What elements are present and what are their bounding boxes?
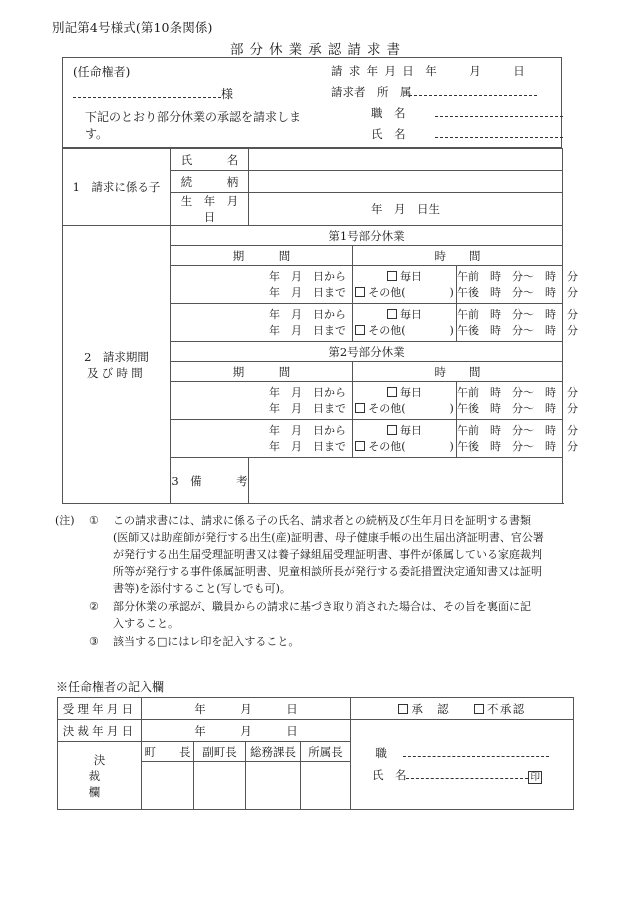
table-row	[63, 149, 563, 171]
appointer-table	[57, 697, 574, 810]
approval-choice[interactable]	[351, 698, 574, 720]
signature-position-label: 職	[375, 745, 387, 760]
name-label: 氏 名	[371, 127, 406, 141]
g2e1-period[interactable]	[171, 382, 353, 420]
g1e1-daily: 毎日	[400, 269, 422, 283]
notes-mark: (注)	[55, 514, 75, 527]
approve-label: 承 認	[411, 701, 450, 716]
g2e1-from: 年 月 日から	[269, 385, 346, 399]
g1e1-checks[interactable]	[353, 266, 457, 304]
table-row	[58, 698, 574, 720]
g1e2-time[interactable]	[457, 304, 578, 342]
note-number: ②	[89, 600, 99, 614]
checkbox-icon[interactable]	[355, 441, 365, 451]
position-line	[435, 106, 563, 117]
approver-col-1: 副町長	[194, 742, 246, 762]
g1e2-checks[interactable]	[353, 304, 457, 342]
group2-period-header: 期 間	[171, 362, 353, 382]
header-box	[62, 57, 562, 148]
g2e1-checks[interactable]	[353, 382, 457, 420]
signature-block[interactable]	[351, 720, 574, 810]
child-birthdate-value[interactable]: 年 月 日生	[249, 193, 563, 226]
g1e1-time[interactable]	[457, 266, 578, 304]
table-row	[58, 720, 574, 742]
g1e2-to: 年 月 日まで	[269, 323, 346, 337]
main-form-table	[62, 148, 578, 504]
appointer-label: (任命権者)	[73, 65, 131, 79]
note-number: ①	[89, 514, 99, 527]
note-item	[55, 633, 590, 650]
request-date-month: 月	[469, 64, 481, 78]
note-line: 所等が発行する事件係属証明書、児童相談所長が発行する委託措置決定通知書又は証明	[113, 565, 542, 579]
group1-time-header: 時 間	[353, 246, 563, 266]
g2e2-daily: 毎日	[400, 423, 422, 437]
note-line: この請求書には、請求に係る子の氏名、請求者との続柄及び生年月日を証明する書類	[113, 514, 531, 527]
header-left	[73, 63, 323, 142]
approver-stamp-2[interactable]	[246, 762, 301, 810]
approver-col-3: 所属長	[301, 742, 351, 762]
request-date-label: 請求年月日	[331, 64, 421, 78]
section1-label: 1 請求に係る子	[63, 149, 171, 226]
g1e1-period[interactable]	[171, 266, 353, 304]
signature-position-row	[351, 743, 573, 765]
child-name-value[interactable]	[249, 149, 563, 171]
signature-name-line	[406, 768, 528, 779]
child-relation-label: 続 柄	[171, 171, 249, 193]
checkbox-icon[interactable]	[387, 309, 397, 319]
g2e2-from: 年 月 日から	[269, 423, 346, 437]
checkbox-icon[interactable]	[474, 704, 484, 714]
approver-col-0: 町 長	[142, 742, 194, 762]
child-name-label: 氏 名	[171, 149, 249, 171]
g2e2-period[interactable]	[171, 420, 353, 458]
disapprove-label: 不承認	[487, 701, 526, 716]
page-title: 部分休業承認請求書	[229, 42, 407, 58]
group1-title: 第1号部分休業	[171, 226, 563, 246]
g1e2-from: 年 月 日から	[269, 307, 346, 321]
request-date-row	[331, 63, 563, 84]
signature-name-label: 氏 名	[371, 767, 407, 782]
g1e1-pm: 午後 時 分～ 時 分	[457, 285, 578, 299]
section3-value[interactable]	[249, 458, 563, 504]
signature-name-row	[351, 765, 573, 787]
child-birthdate-label: 生 年 月 日	[171, 193, 249, 226]
g1e2-am: 午前 時 分～ 時 分	[457, 307, 578, 321]
appointer-section-title: ※任命権者の記入欄	[56, 680, 165, 694]
checkbox-icon[interactable]	[387, 425, 397, 435]
g1e2-period[interactable]	[171, 304, 353, 342]
note-line: 入すること。	[113, 617, 179, 631]
g1e1-other: その他( )	[368, 285, 454, 299]
affiliation-line	[409, 85, 537, 96]
decision-date-label: 決裁年月日	[58, 720, 142, 742]
g2e1-am: 午前 時 分～ 時 分	[457, 385, 578, 399]
seal-icon: 印	[530, 771, 540, 783]
note-number: ③	[89, 635, 99, 649]
g2e2-pm: 午後 時 分～ 時 分	[457, 439, 578, 453]
checkbox-icon[interactable]	[355, 287, 365, 297]
note-line: 部分休業の承認が、職員からの請求に基づき取り消された場合は、その旨を裏面に記	[113, 600, 531, 614]
request-sentence: 下記のとおり部分休業の承認を請求します。	[85, 110, 302, 141]
position-field[interactable]	[435, 106, 563, 120]
affiliation-field[interactable]	[409, 85, 563, 99]
g1e1-to: 年 月 日まで	[269, 285, 346, 299]
note-line: 書等)を添付すること(写しでも可)。	[113, 582, 291, 596]
section2-label-line2: 及び時間	[87, 365, 146, 380]
section2-label-line1: 2 請求期間	[84, 349, 149, 364]
approver-stamp-1[interactable]	[194, 762, 246, 810]
g2e1-daily: 毎日	[400, 385, 422, 399]
requester-name-row	[331, 126, 563, 147]
receipt-date-label: 受理年月日	[58, 698, 142, 720]
g2e2-to: 年 月 日まで	[269, 439, 346, 453]
note-line: 該当する□にはレ印を記入すること。	[113, 635, 300, 649]
signature-position-line	[403, 746, 549, 757]
approver-stamp-3[interactable]	[301, 762, 351, 810]
requester-position-row	[331, 105, 563, 126]
request-date-day: 日	[513, 64, 525, 78]
notes-block	[55, 512, 590, 650]
checkbox-icon[interactable]	[398, 704, 408, 714]
header-right	[331, 63, 563, 147]
g1e1-from: 年 月 日から	[269, 269, 346, 283]
group2-title: 第2号部分休業	[171, 342, 563, 362]
g2e2-checks[interactable]	[353, 420, 457, 458]
appointer-name-line	[73, 86, 221, 98]
name-line	[435, 127, 563, 138]
approver-col-2: 総務課長	[246, 742, 301, 762]
decision-column-label: 決 裁 欄	[58, 742, 142, 810]
g2e2-other: その他( )	[368, 439, 454, 453]
note-item	[55, 512, 590, 529]
g2e1-pm: 午後 時 分～ 時 分	[457, 401, 578, 415]
g2e1-to: 年 月 日まで	[269, 401, 346, 415]
appointer-name-field[interactable]	[73, 85, 323, 102]
requester-affiliation-row	[331, 84, 563, 105]
requester-label: 請求者 所 属	[331, 85, 412, 99]
g1e2-daily: 毎日	[400, 307, 422, 321]
note-line: が発行する出生届受理証明書又は養子縁組届受理証明書、事件が係属している家庭裁判	[113, 548, 542, 562]
position-label: 職 名	[371, 106, 406, 120]
child-relation-value[interactable]	[249, 171, 563, 193]
note-line: (医師又は助産師が発行する出生(産)証明書、母子健康手帳の出生届出済証明書、官公署	[113, 531, 544, 545]
g2e2-time[interactable]	[457, 420, 578, 458]
section3-label: 3 備 考	[171, 458, 249, 504]
g2e2-am: 午前 時 分～ 時 分	[457, 423, 578, 437]
request-date-year: 年	[425, 64, 437, 78]
name-field[interactable]	[435, 127, 563, 141]
g2e1-other: その他( )	[368, 401, 454, 415]
request-date-value[interactable]	[409, 63, 563, 79]
table-row	[63, 226, 563, 246]
g1e2-other: その他( )	[368, 323, 454, 337]
checkbox-icon[interactable]	[387, 387, 397, 397]
checkbox-icon[interactable]	[355, 403, 365, 413]
decision-date-value[interactable]: 年 月 日	[142, 720, 351, 742]
group2-time-header: 時 間	[353, 362, 563, 382]
sama-label: 様	[221, 87, 234, 101]
checkbox-icon[interactable]	[387, 271, 397, 281]
g2e1-time[interactable]	[457, 382, 578, 420]
checkbox-icon[interactable]	[355, 325, 365, 335]
g1e1-am: 午前 時 分～ 時 分	[457, 269, 578, 283]
note-item	[55, 598, 590, 615]
section2-label	[63, 226, 171, 504]
receipt-date-value[interactable]: 年 月 日	[142, 698, 351, 720]
group1-period-header: 期 間	[171, 246, 353, 266]
form-id: 別記第4号様式(第10条関係)	[52, 20, 213, 35]
g1e2-pm: 午後 時 分～ 時 分	[457, 323, 578, 337]
